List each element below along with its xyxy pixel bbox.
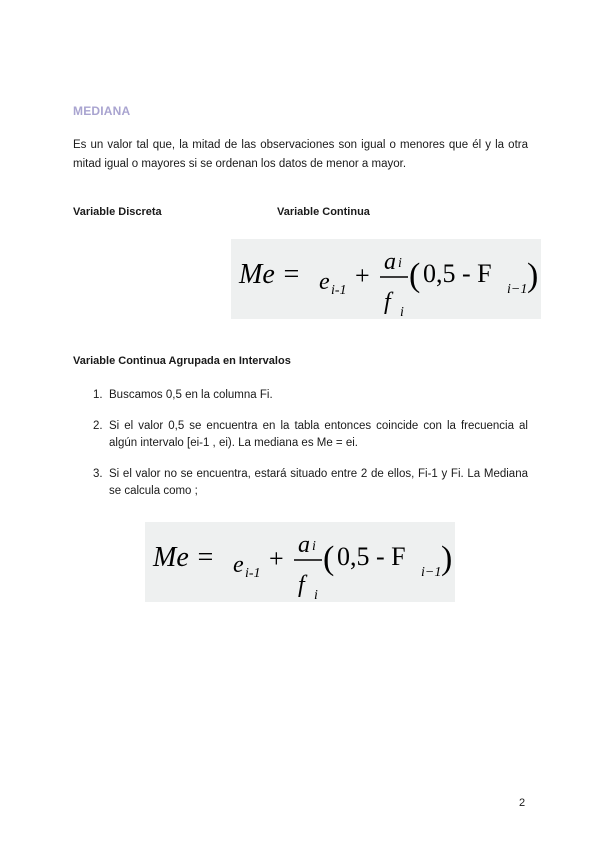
formula-lhs: Me =	[153, 542, 215, 573]
formula-e: e	[233, 552, 244, 578]
formula-F-sub: i−1	[507, 282, 528, 297]
list-item	[93, 418, 528, 452]
step-number: 3.	[93, 468, 103, 480]
page-title: MEDIANA	[73, 104, 131, 118]
formula-e-sub: i-1	[331, 283, 347, 298]
formula-plus: +	[355, 261, 370, 290]
formula-f: f	[384, 289, 391, 315]
step-number: 1.	[93, 389, 103, 401]
step-text: Si el valor 0,5 se encuentra en la tabla entonces coincide con la frecuencia al algún intervalo [ei-1 , ei). La mediana es Me = ei.	[109, 420, 528, 449]
section-agrupada-heading: Variable Continua Agrupada en Intervalos	[73, 355, 291, 367]
formula-a: a	[384, 249, 396, 275]
label-variable-continua: Variable Continua	[277, 206, 370, 218]
formula-body: 0,5 - F	[423, 259, 492, 288]
formula-close-paren: )	[527, 257, 539, 294]
formula-plus: +	[269, 544, 284, 573]
median-formula-agrupada	[145, 522, 455, 602]
formula-a: a	[298, 532, 310, 558]
formula-open-paren: (	[323, 540, 335, 577]
formula-a-sub: i	[312, 539, 316, 554]
step-text: Si el valor no se encuentra, estará situado entre 2 de ellos, Fi-1 y Fi. La Mediana se calcula como ;	[109, 468, 528, 497]
page-number: 2	[519, 797, 526, 809]
formula-f-sub: i	[314, 588, 318, 602]
formula-open-paren: (	[409, 257, 421, 294]
formula-a-sub: i	[398, 256, 402, 271]
list-item	[93, 387, 528, 404]
formula-f-sub: i	[400, 305, 404, 319]
list-item	[93, 466, 528, 500]
formula-close-paren: )	[441, 540, 453, 577]
intro-paragraph: Es un valor tal que, la mitad de las observaciones son igual o menores que él y la otra mitad igual o mayores si se ordenan los datos de menor a mayor.	[73, 139, 528, 170]
steps-list	[93, 387, 528, 514]
formula-F-sub: i−1	[421, 565, 442, 580]
formula-f: f	[298, 572, 305, 598]
step-number: 2.	[93, 420, 103, 432]
formula-lhs: Me =	[239, 259, 301, 290]
median-formula-continua	[231, 239, 541, 319]
formula-body: 0,5 - F	[337, 542, 406, 571]
formula-e-sub: i-1	[245, 566, 261, 581]
step-text: Buscamos 0,5 en la columna Fi.	[109, 389, 273, 401]
label-variable-discreta: Variable Discreta	[73, 206, 162, 218]
formula-e: e	[319, 269, 330, 295]
